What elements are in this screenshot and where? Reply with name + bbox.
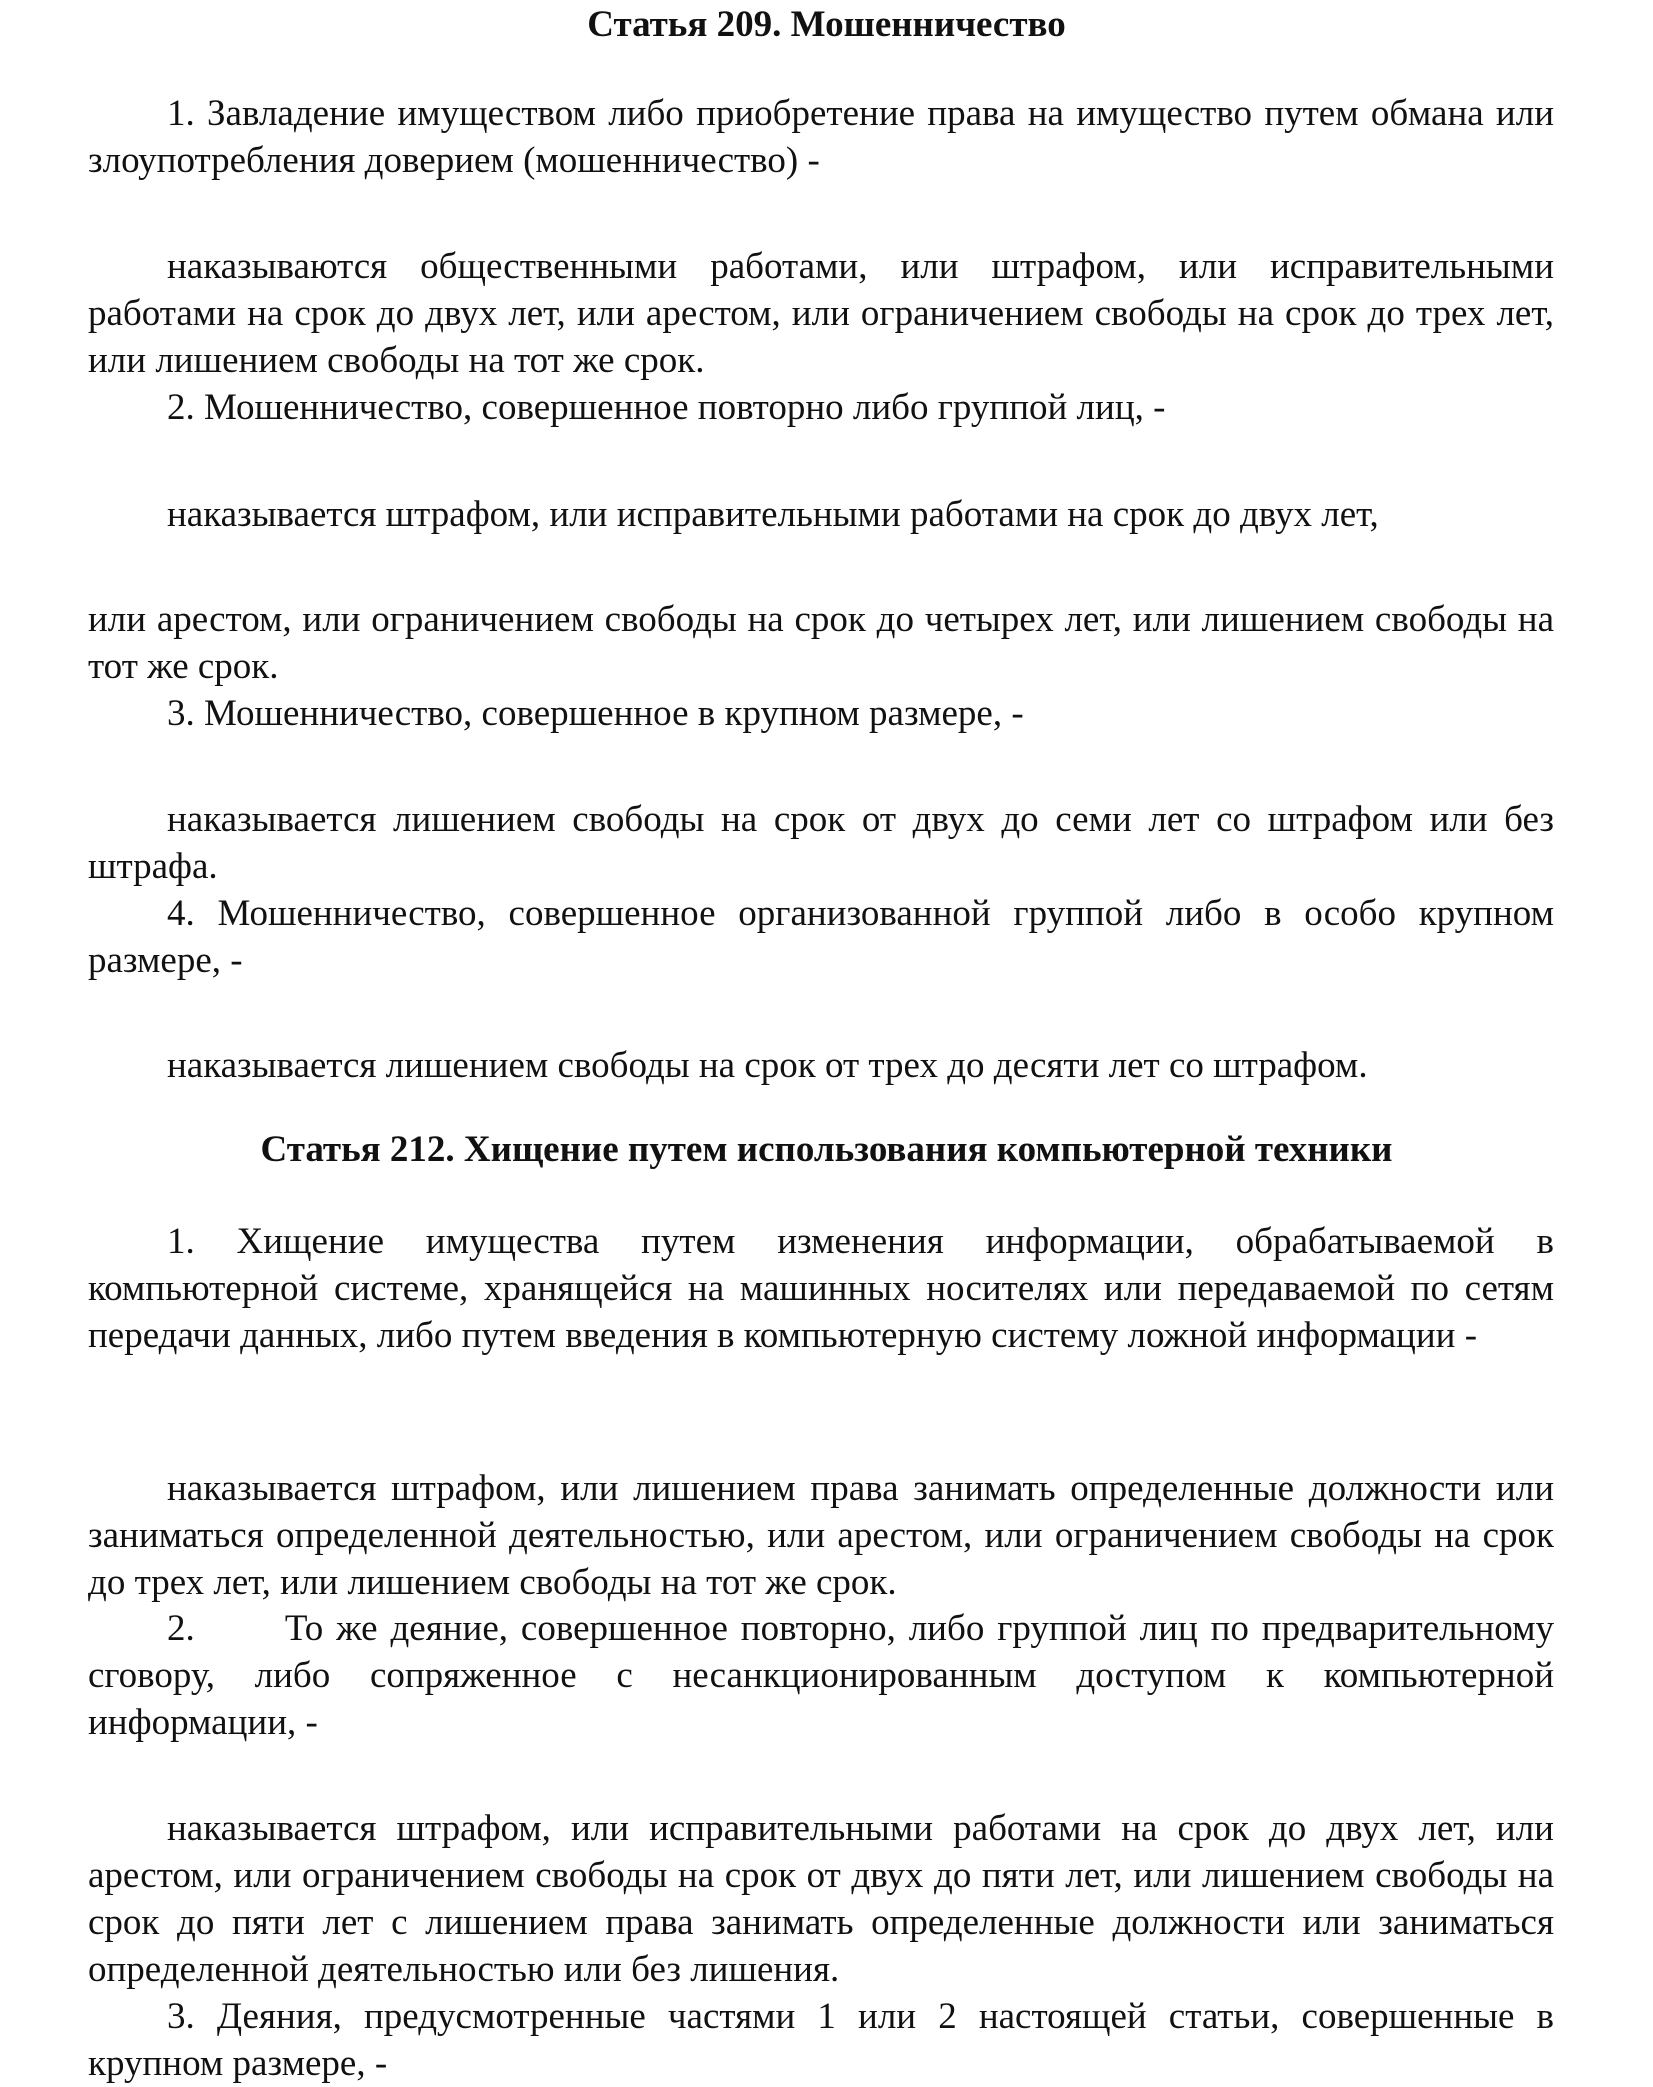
- article-209-part-4: 4. Мошенничество, совершенное организованной группой либо в особо крупном размере, -: [88, 893, 1554, 981]
- article-212-title: Статья 212. Хищение путем использования компьютерной техники: [260, 1129, 1393, 1170]
- article-212-part-1: 1. Хищение имущества путем изменения информации, обрабатываемой в компьютерной системе, хранящейся на машинных носителях или передаваемой по сетям передачи данных, либо путем введения в компьютерную систему ложной информации -: [88, 1221, 1554, 1356]
- article-209-title: Статья 209. Мошенничество: [587, 4, 1066, 45]
- article-212-part-2: 2. То же деяние, совершенное повторно, либо группой лиц по предварительному сговору, либо сопряженное с несанкционированным доступом к компьютерной информации, -: [88, 1608, 1564, 1743]
- article-212-part-1-sanction: наказывается штрафом, или лишением права занимать определенные должности или заниматься определенной деятельностью, или арестом, или ограничением свободы на срок до трех лет, или лишением свободы на тот же срок.: [88, 1468, 1554, 1603]
- article-212-part-3: 3. Деяния, предусмотренные частями 1 или 2 настоящей статьи, совершенные в крупном размере, -: [88, 1996, 1554, 2084]
- article-212-part-2-sanction: наказывается штрафом, или исправительными работами на срок до двух лет, или арестом, или ограничением свободы на срок от двух до пяти лет, или лишением свободы на срок до пяти лет с лишением права занимать определенные должности или заниматься определенной деятельностью или без лишения.: [88, 1808, 1554, 1990]
- article-209-part-2: 2. Мошенничество, совершенное повторно либо группой лиц, -: [167, 387, 1166, 428]
- article-209-part-1: 1. Завладение имуществом либо приобретение права на имущество путем обмана или злоупотребления доверием (мошенничество) -: [88, 93, 1554, 181]
- article-209-part-2-sanction-b: или арестом, или ограничением свободы на срок до четырех лет, или лишением свободы на тот же срок.: [88, 599, 1554, 687]
- article-209-part-3: 3. Мошенничество, совершенное в крупном размере, -: [167, 693, 1024, 734]
- article-209-part-3-sanction: наказывается лишением свободы на срок от двух до семи лет со штрафом или без штрафа.: [88, 799, 1554, 887]
- article-209-part-1-sanction: наказываются общественными работами, или штрафом, или исправительными работами на срок до двух лет, или арестом, или ограничением свободы на срок до трех лет, или лишением свободы на тот же срок.: [88, 246, 1554, 381]
- article-209-part-4-sanction: наказывается лишением свободы на срок от трех до десяти лет со штрафом.: [167, 1045, 1368, 1086]
- article-209-part-2-sanction-a: наказывается штрафом, или исправительными работами на срок до двух лет,: [167, 494, 1379, 535]
